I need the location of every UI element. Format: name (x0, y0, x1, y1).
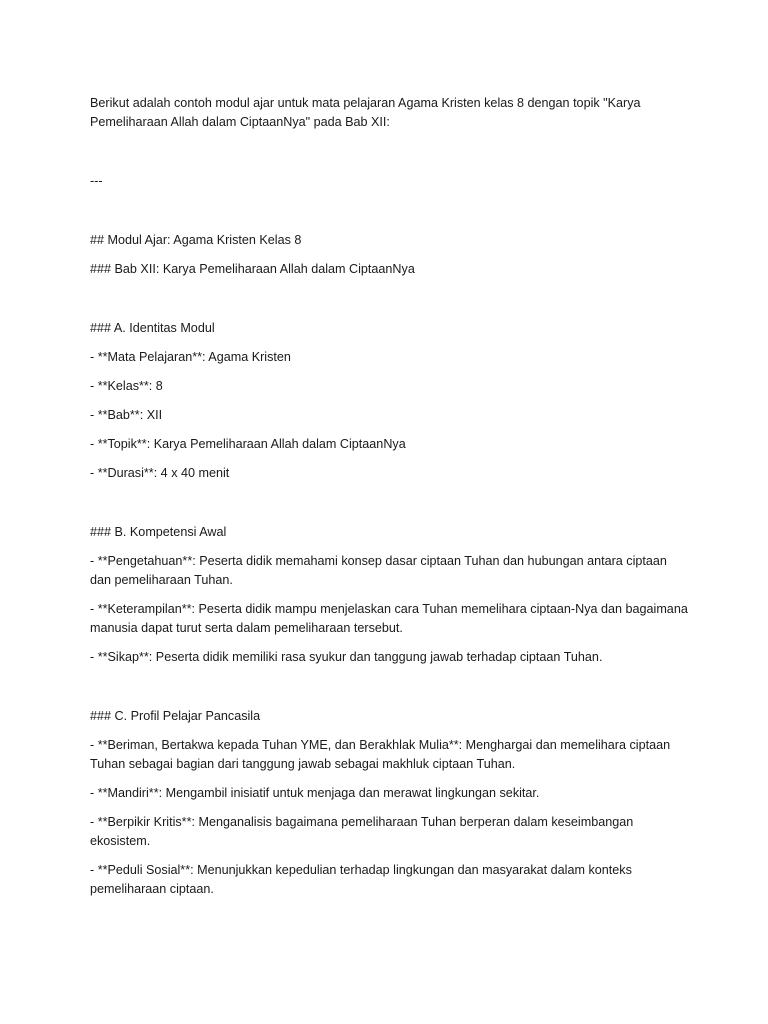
list-item: - **Bab**: XII (90, 408, 163, 422)
section-a-heading: ### A. Identitas Modul (90, 321, 215, 335)
list-item: - **Beriman, Bertakwa kepada Tuhan YME, dan Berakhlak Mulia**: Menghargai dan memelihara ciptaan Tuhan sebagai bagian dari tanggung jawab sebagai makhluk ciptaan Tuhan. (90, 738, 671, 771)
list-item: - **Peduli Sosial**: Menunjukkan kepedulian terhadap lingkungan dan masyarakat dalam konteks pemeliharaan ciptaan. (90, 863, 632, 896)
document-page (90, 94, 690, 899)
list-item: - **Mandiri**: Mengambil inisiatif untuk menjaga dan merawat lingkungan sekitar. (90, 786, 540, 800)
intro-paragraph: Berikut adalah contoh modul ajar untuk mata pelajaran Agama Kristen kelas 8 dengan topik "Karya Pemeliharaan Allah dalam CiptaanNya" pada Bab XII: (90, 96, 641, 129)
module-title: ## Modul Ajar: Agama Kristen Kelas 8 (90, 233, 302, 247)
list-item: - **Kelas**: 8 (90, 379, 163, 393)
list-item: - **Mata Pelajaran**: Agama Kristen (90, 350, 291, 364)
chapter-subtitle: ### Bab XII: Karya Pemeliharaan Allah dalam CiptaanNya (90, 262, 415, 276)
section-c-heading: ### C. Profil Pelajar Pancasila (90, 709, 261, 723)
list-item: - **Pengetahuan**: Peserta didik memahami konsep dasar ciptaan Tuhan dan hubungan antara ciptaan dan pemeliharaan Tuhan. (90, 554, 667, 587)
separator: --- (90, 174, 103, 188)
list-item: - **Topik**: Karya Pemeliharaan Allah dalam CiptaanNya (90, 437, 406, 451)
list-item: - **Keterampilan**: Peserta didik mampu menjelaskan cara Tuhan memelihara ciptaan-Nya dan bagaimana manusia dapat turut serta dalam pemeliharaan tersebut. (90, 602, 688, 635)
list-item: - **Sikap**: Peserta didik memiliki rasa syukur dan tanggung jawab terhadap ciptaan Tuhan. (90, 650, 603, 664)
list-item: - **Berpikir Kritis**: Menganalisis bagaimana pemeliharaan Tuhan berperan dalam keseimbangan ekosistem. (90, 815, 634, 848)
section-b-heading: ### B. Kompetensi Awal (90, 525, 227, 539)
list-item: - **Durasi**: 4 x 40 menit (90, 466, 230, 480)
